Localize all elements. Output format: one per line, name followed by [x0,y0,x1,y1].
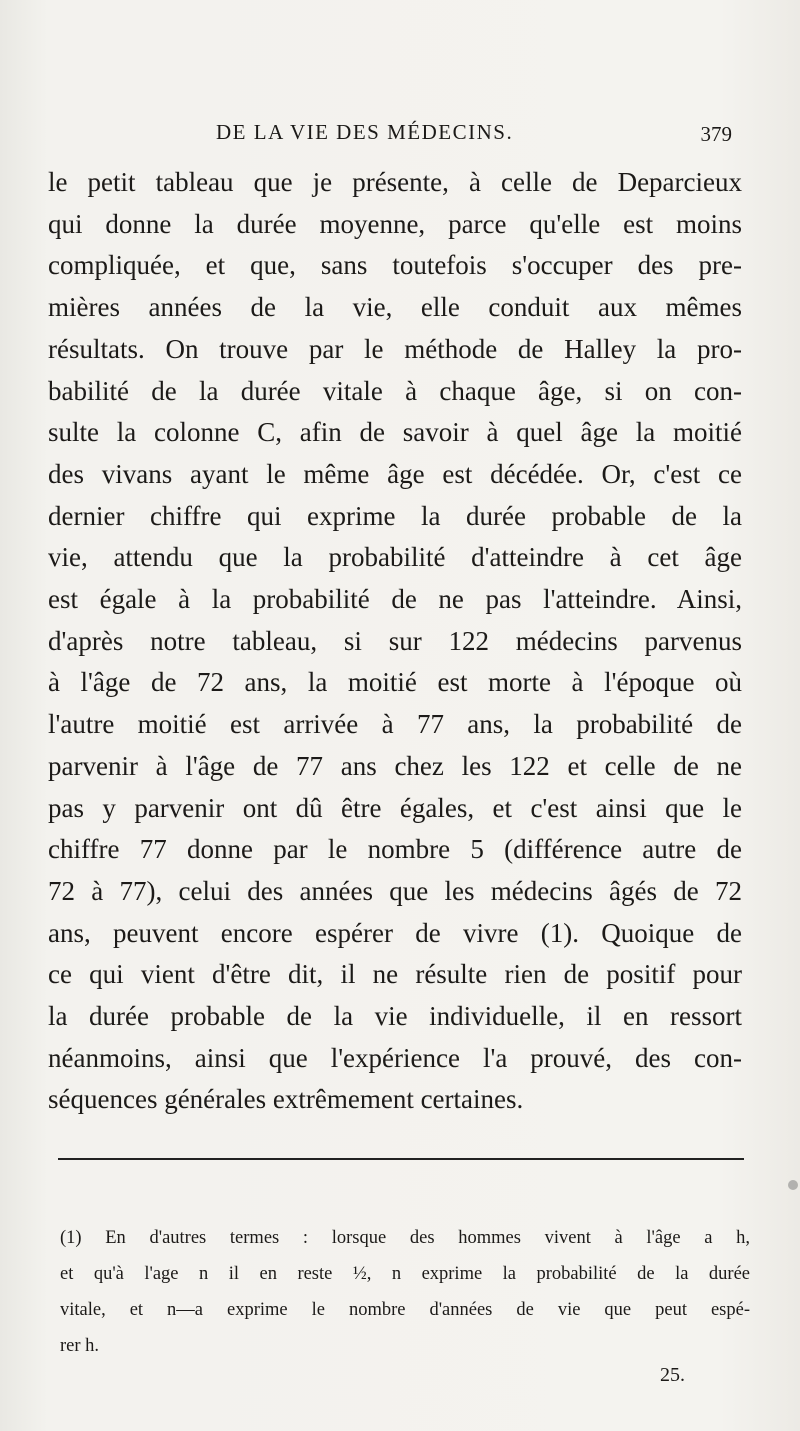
text-line: mières années de la vie, elle conduit aux mêmes [48,292,742,323]
text-line: à l'âge de 72 ans, la moitié est morte à l'époque où [48,667,742,698]
text-line: séquences générales extrêmement certaines. [48,1084,524,1115]
text-line: résultats. On trouve par le méthode de Halley la pro- [48,333,742,364]
ink-smudge [788,1180,798,1190]
page-number: 379 [700,122,732,146]
text-line: 72 à 77), celui des années que les médecins âgés de 72 [48,875,742,906]
text-line: dernier chiffre qui exprime la durée probable de la [48,500,742,531]
text-line: chiffre 77 donne par le nombre 5 (différence autre de [48,834,742,865]
footnote-line: et qu'à l'age n il en reste ½, n exprime la probabilité de la durée [60,1264,750,1284]
text-line: qui donne la durée moyenne, parce qu'elle est moins [48,208,742,239]
text-line: compliquée, et que, sans toutefois s'occuper des pre- [48,250,742,281]
text-line: ans, peuvent encore espérer de vivre (1). Quoique de [48,917,742,948]
text-line: est égale à la probabilité de ne pas l'atteindre. Ainsi, [48,584,742,615]
text-line: parvenir à l'âge de 77 ans chez les 122 et celle de ne [48,750,742,781]
footnote-separator-rule [58,1158,744,1160]
text-line: sulte la colonne C, afin de savoir à quel âge la moitié [48,417,742,448]
text-line: vie, attendu que la probabilité d'atteindre à cet âge [48,542,742,573]
text-line: d'après notre tableau, si sur 122 médecins parvenus [48,625,742,656]
signature-mark: 25. [660,1364,685,1386]
text-line: néanmoins, ainsi que l'expérience l'a prouvé, des con- [48,1042,742,1073]
footnote-line: vitale, et n—a exprime le nombre d'années de vie que peut espé- [60,1300,750,1320]
page-header [48,120,740,160]
text-line: l'autre moitié est arrivée à 77 ans, la probabilité de [48,709,742,740]
text-line: pas y parvenir ont dû être égales, et c'est ainsi que le [48,792,742,823]
footnote-line: rer h. [60,1336,100,1356]
text-line: des vivans ayant le même âge est décédée. Or, c'est ce [48,458,742,489]
footnote-line: (1) En d'autres termes : lorsque des hommes vivent à l'âge a h, [60,1228,750,1248]
running-title: DE LA VIE DES MÉDECINS. [216,120,514,144]
footnote [60,1220,750,1364]
text-line: babilité de la durée vitale à chaque âge, si on con- [48,375,742,406]
text-line: ce qui vient d'être dit, il ne résulte rien de positif pour [48,959,742,990]
body-paragraph [48,162,742,1121]
text-line: le petit tableau que je présente, à celle de Deparcieux [48,167,742,197]
text-line: la durée probable de la vie individuelle, il en ressort [48,1001,742,1032]
